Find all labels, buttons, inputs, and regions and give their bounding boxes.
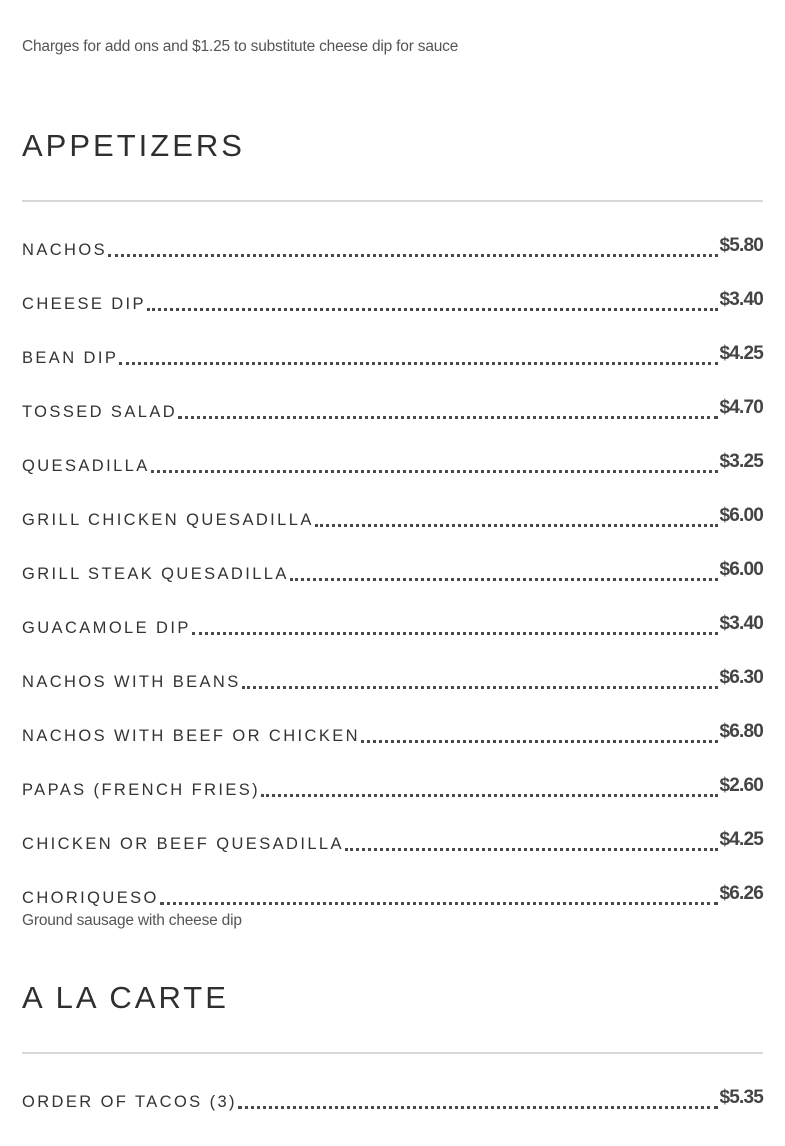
menu-item-quesadilla (22, 451, 763, 484)
item-price: $6.30 (719, 667, 763, 688)
dotted-leader (147, 308, 719, 311)
item-name: TOSSED SALAD (22, 403, 178, 421)
item-name: CHICKEN OR BEEF QUESADILLA (22, 835, 344, 853)
item-price: $3.25 (719, 451, 763, 472)
dotted-leader (238, 1106, 719, 1109)
item-price: $6.80 (719, 721, 763, 742)
section-title-a-la-carte: A LA CARTE (22, 980, 229, 1015)
dotted-leader (160, 902, 719, 905)
menu-item-cheese-dip (22, 289, 763, 322)
menu-item-bean-dip (22, 343, 763, 376)
add-on-charges-note: Charges for add ons and $1.25 to substitute cheese dip for sauce (22, 38, 459, 55)
item-price: $5.35 (719, 1087, 763, 1108)
item-price: $6.26 (719, 883, 763, 904)
section-title-appetizers: APPETIZERS (22, 128, 245, 163)
menu-item-nachos-with-beans (22, 667, 763, 700)
menu-item-tossed-salad (22, 397, 763, 430)
item-price: $2.60 (719, 775, 763, 796)
item-name: BEAN DIP (22, 349, 119, 367)
section-divider (22, 1052, 763, 1054)
item-price: $6.00 (719, 505, 763, 526)
section-divider (22, 200, 763, 202)
item-price: $3.40 (719, 289, 763, 310)
dotted-leader (361, 740, 718, 743)
item-name: NACHOS (22, 241, 107, 259)
dotted-leader (192, 632, 719, 635)
menu-item-order-of-tacos (22, 1087, 763, 1120)
item-name: ORDER OF TACOS (3) (22, 1093, 237, 1111)
dotted-leader (242, 686, 719, 689)
menu-item-guacamole-dip (22, 613, 763, 646)
item-description: Ground sausage with cheese dip (22, 912, 242, 929)
item-name: GRILL CHICKEN QUESADILLA (22, 511, 314, 529)
dotted-leader (178, 416, 718, 419)
item-name: GUACAMOLE DIP (22, 619, 191, 637)
item-price: $4.25 (719, 829, 763, 850)
item-price: $6.00 (719, 559, 763, 580)
item-name: CHORIQUESO (22, 889, 159, 907)
item-price: $4.25 (719, 343, 763, 364)
item-price: $4.70 (719, 397, 763, 418)
dotted-leader (315, 524, 719, 527)
dotted-leader (261, 794, 718, 797)
dotted-leader (119, 362, 718, 365)
dotted-leader (290, 578, 719, 581)
item-name: NACHOS WITH BEEF OR CHICKEN (22, 727, 360, 745)
dotted-leader (151, 470, 719, 473)
menu-item-grill-chicken-quesadilla (22, 505, 763, 538)
menu-item-grill-steak-quesadilla (22, 559, 763, 592)
item-name: CHEESE DIP (22, 295, 146, 313)
menu-item-chicken-or-beef-quesadilla (22, 829, 763, 862)
dotted-leader (108, 254, 718, 257)
dotted-leader (345, 848, 719, 851)
item-name: PAPAS (FRENCH FRIES) (22, 781, 261, 799)
item-price: $5.80 (719, 235, 763, 256)
menu-item-nachos-with-beef-or-chicken (22, 721, 763, 754)
item-name: NACHOS WITH BEANS (22, 673, 241, 691)
item-name: QUESADILLA (22, 457, 150, 475)
menu-item-nachos (22, 235, 763, 268)
menu-item-choriqueso (22, 883, 763, 942)
menu-item-papas (22, 775, 763, 808)
item-name: GRILL STEAK QUESADILLA (22, 565, 289, 583)
item-price: $3.40 (719, 613, 763, 634)
